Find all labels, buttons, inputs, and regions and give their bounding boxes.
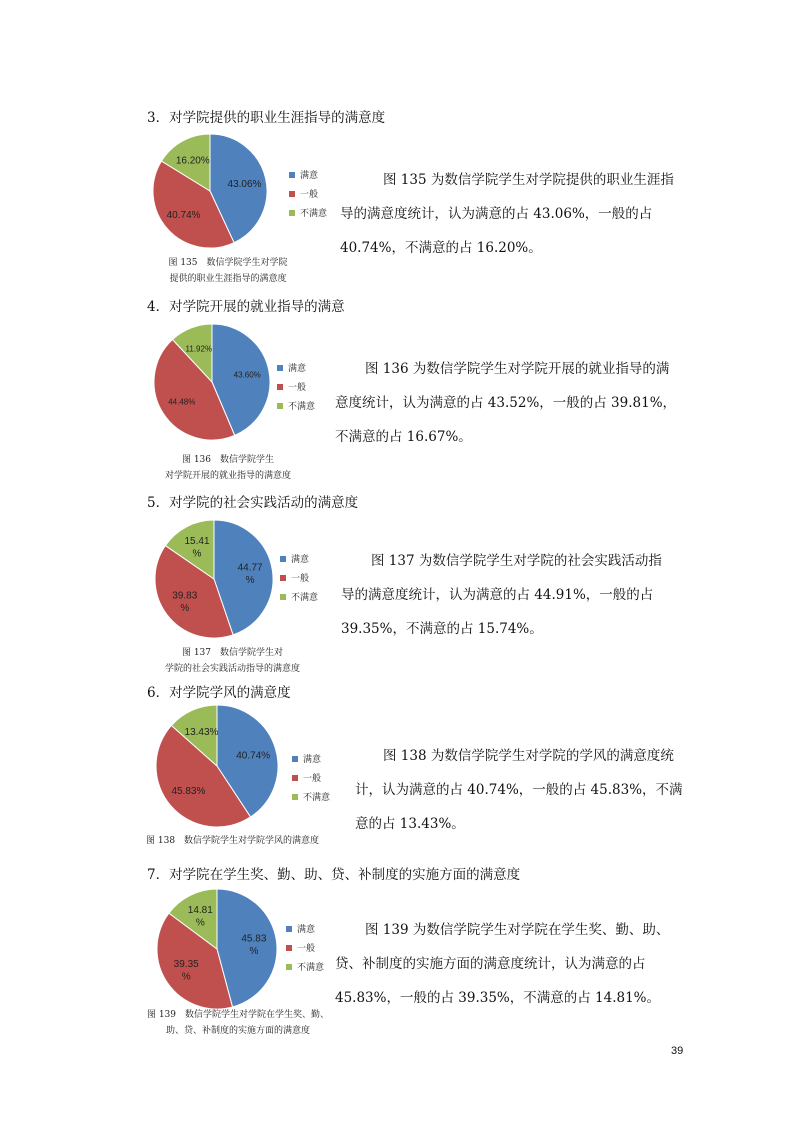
legend-item-satisfied [289,165,327,184]
pie-data-label: 45.83 % [241,933,267,957]
legend-label: 一般 [303,774,322,784]
paragraph-line: 图 139 为数信学院学生对学院在学生奖、勤、助、 [365,922,670,938]
paragraph-line: 图 138 为数信学院学生对学院的学风的满意度统 [383,748,674,764]
legend-swatch [289,172,295,178]
paragraph-line: 贷、补制度的实施方面的满意度统计，认为满意的占 [335,956,646,972]
legend-item-satisfied [277,358,315,377]
legend-swatch [280,556,286,562]
caption-line: 图 139 数信学院学生对学院在学生奖、勤、 [146,1010,330,1020]
pie-chart [155,888,279,1010]
caption-line: 提供的职业生涯指导的满意度 [169,274,287,284]
caption-line: 学院的社会实践活动指导的满意度 [164,664,300,674]
pie-data-label: 15.41 % [184,535,210,560]
legend-label: 不满意 [300,209,328,219]
legend-swatch [292,775,298,781]
legend-label: 满意 [300,171,319,181]
legend-swatch [286,926,292,932]
legend-swatch [292,756,298,762]
pie-data-label: 39.35 % [173,959,199,983]
body-paragraph [341,544,662,646]
paragraph-line: 意度统计，认为满意的占 43.52%，一般的占 39.81%， [335,395,677,411]
legend-item-unsatisfied [289,203,327,222]
legend-label: 满意 [291,555,310,565]
caption-line: 对学院开展的就业指导的满意度 [164,471,291,481]
legend-label: 满意 [288,364,307,374]
chart-legend [280,549,318,606]
legend-label: 一般 [297,944,316,954]
pie-chart [154,704,280,828]
pie-data-label: 13.43% [184,727,219,738]
legend-item-average [286,938,324,957]
paragraph-line: 意的占 13.43%。 [355,816,465,832]
legend-item-unsatisfied [277,396,315,415]
chart-legend [292,749,330,806]
legend-label: 一般 [288,383,307,393]
pie-data-label: 39.83 % [172,590,198,614]
chart-legend [289,165,327,222]
legend-label: 不满意 [291,593,319,603]
body-paragraph [335,352,676,454]
legend-item-average [280,568,318,587]
pie-data-label: 11.92% [185,344,213,354]
paragraph-line: 计，认为满意的占 40.74%，一般的占 45.83%，不满 [355,782,683,798]
legend-swatch [277,365,283,371]
paragraph-line: 导的满意度统计，认为满意的占 43.06%，一般的占 [340,206,653,222]
legend-item-average [277,377,315,396]
legend-label: 不满意 [297,963,325,973]
pie-chart [153,518,275,640]
chart-legend [277,358,315,415]
legend-swatch [280,575,286,581]
paragraph-line: 39.35%，不满意的占 15.74%。 [341,621,543,637]
caption-line: 图 138 数信学院学生对学院学风的满意度 [146,836,320,846]
paragraph-line: 导的满意度统计，认为满意的占 44.91%，一般的占 [341,587,654,603]
legend-swatch [286,964,292,970]
caption-line: 图 136 数信学院学生 [181,455,275,465]
pie-data-label: 40.74% [236,750,271,762]
legend-item-average [289,184,327,203]
pie-data-label: 44.48% [168,397,196,407]
pie-data-label: 43.06% [227,178,262,190]
pie-chart [151,322,273,442]
section-heading: 3．对学院提供的职业生涯指导的满意度 [147,110,386,126]
legend-item-unsatisfied [280,587,318,606]
section-heading: 6．对学院学风的满意度 [147,685,291,701]
legend-item-satisfied [286,919,324,938]
figure-caption [153,452,303,484]
pie-chart [150,131,270,251]
legend-label: 不满意 [288,402,316,412]
legend-label: 一般 [300,190,319,200]
legend-label: 一般 [291,574,310,584]
legend-item-unsatisfied [286,957,324,976]
legend-swatch [277,384,283,390]
legend-swatch [280,594,286,600]
caption-line: 图 137 数信学院学生对 [181,648,284,658]
legend-item-average [292,768,330,787]
paragraph-line: 图 135 为数信学院学生对学院提供的职业生涯指 [383,172,674,188]
paragraph-line: 图 136 为数信学院学生对学院开展的就业指导的满 [365,361,670,377]
pie-data-label: 45.83% [171,786,206,798]
paragraph-line: 40.74%，不满意的占 16.20%。 [340,240,542,256]
figure-caption [150,645,315,677]
section-heading: 7．对学院在学生奖、勤、助、贷、补制度的实施方面的满意度 [147,867,521,883]
caption-line: 助、贷、补制度的实施方面的满意度 [165,1026,310,1036]
section-heading: 5．对学院的社会实践活动的满意度 [147,495,359,511]
paragraph-line: 图 137 为数信学院学生对学院的社会实践活动指 [371,553,662,569]
pie-data-label: 43.60% [233,370,261,380]
chart-legend [286,919,324,976]
body-paragraph [335,913,669,1015]
legend-label: 不满意 [303,793,331,803]
figure-caption [153,255,303,287]
body-paragraph [340,163,674,265]
legend-swatch [292,794,298,800]
paragraph-line: 45.83%，一般的占 39.35%，不满意的占 14.81%。 [335,990,661,1006]
legend-swatch [289,191,295,197]
figure-caption [146,833,319,849]
legend-label: 满意 [303,755,322,765]
legend-item-satisfied [292,749,330,768]
pie-data-label: 14.81 % [187,905,213,929]
section-heading: 4．对学院开展的就业指导的满意 [147,299,345,315]
page-number: 39 [671,1045,684,1057]
figure-caption [133,1007,343,1039]
legend-item-satisfied [280,549,318,568]
legend-swatch [277,403,283,409]
paragraph-line: 不满意的占 16.67%。 [335,429,472,445]
legend-item-unsatisfied [292,787,330,806]
pie-data-label: 40.74% [166,210,201,221]
legend-label: 满意 [297,925,316,935]
pie-data-label: 16.20% [175,155,210,167]
body-paragraph [355,739,683,841]
legend-swatch [289,210,295,216]
legend-swatch [286,945,292,951]
caption-line: 图 135 数信学院学生对学院 [168,258,288,268]
pie-data-label: 44.77 % [237,562,263,586]
